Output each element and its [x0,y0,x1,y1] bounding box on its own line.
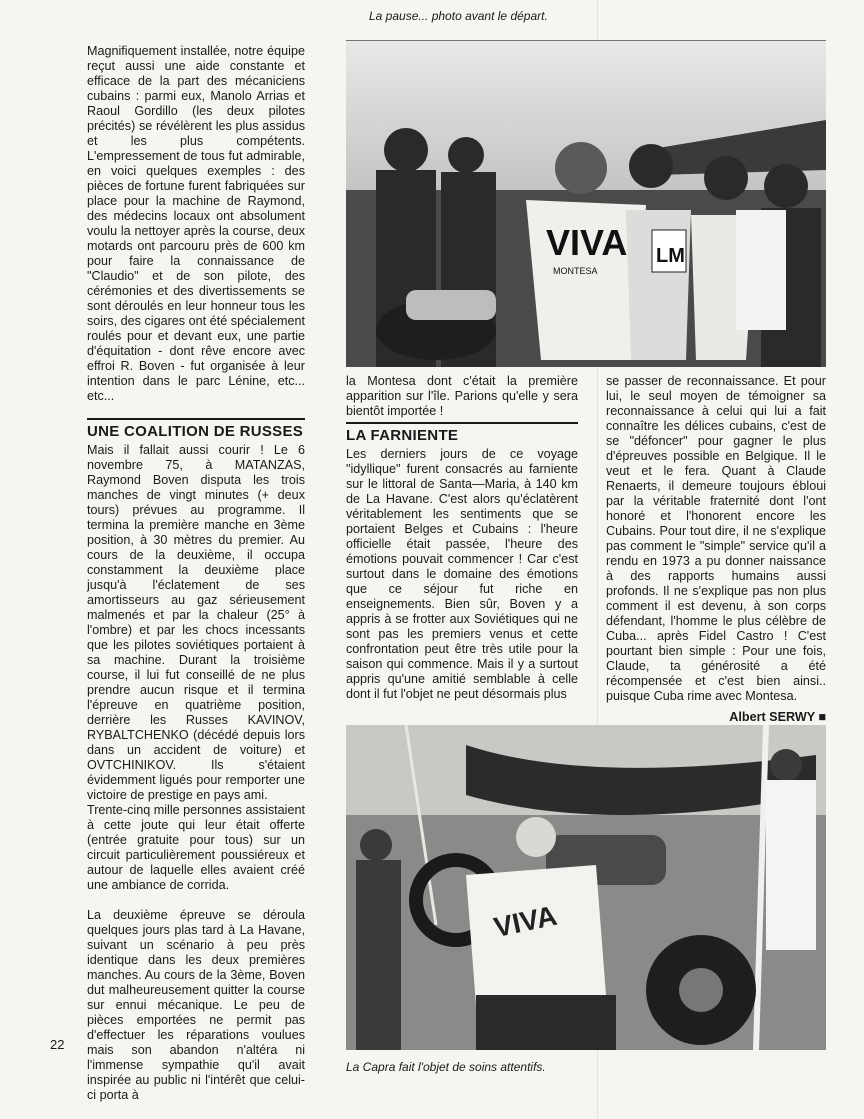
column-2 [346,374,578,702]
shirt-montesa-text: MONTESA [553,266,598,276]
author-signature: Albert SERWY ■ [729,710,826,724]
col3-paragraph-1: se passer de reconnaissance. Et pour lui, le seul moyen de témoigner sa reconnaissance à celui qui lui a fait connaître les délices cubains, c'est de se "défoncer" pour gagner le plus d'épreuves possible en Belgique. Il le veut et le fera. Quant à Claude Renaerts, il demeure toujours ébloui par la véritable fraternité dont l'ont honoré et l'honorent encore les Cubains. Pour tout dire, il ne s'explique pas comment le "simple" service qu'il a rendu en 1973 a pu donner naissance à des rapports humains aussi profonds. Il ne s'explique pas non plus comment il est devenu, à son corps défendant, l'homme le plus célèbre de Cuba... après Fidel Castro ! C'est pourtant bien simple : Pour une fois, Claude, ta générosité a été récompensée et c'est bien ainsi.. puisque Cuba rime avec Montesa. [606,374,826,703]
col1-paragraph-2: Mais il fallait aussi courir ! Le 6 novembre 75, à MATANZAS, Raymond Boven disputa les trois manches de vingt minutes (+ deux tours) prévues au programme. Il termina la première manche en 3ème position, à 30 mètres du premier. Au cours de la deuxième, il occupa constamment la deuxième place jusqu'à l'éclatement de ses amortisseurs au gaz sérieusement malmenés et par la chaleur (25° à l'ombre) et par les chocs incessants que les pilotes soviétiques portaient à sa machine. Durant la troisième course, il lui fut conseillé de ne plus prendre aucun risque et il termina l'épreuve en quatrième position, derrière les Russes KAVINOV, RYBALTCHENKO (décédé depuis lors dans un accident de voiture) et OVTCHINIKOV. Ils s'étaient évidemment ligués pour remporter une victoire de prestige en pays ami. [87,443,305,802]
mechanic-shirt-viva-text: VIVA [491,899,560,944]
col1-paragraph-1: Magnifiquement installée, notre équipe reçut aussi une aide constante et efficace de la part des mécaniciens cubains : parmi eux, Manolo Arrias et Raoul Gordillo (les deux pilotes précités) se révélèrent les plus assidus et les plus compétents. L'empressement de tous fut admirable, en voici quelques exemples : des pièces de fortune furent fabriquées sur place pour la machine de Raymond, des médecins locaux ont absolument voulu la nettoyer après la course, deux motards ont parcouru près de 600 km pour faire la connaissance de "Claudio" et de son pilote, des cérémonies et des divertissements se sont déroulés en leur honneur tous les soirs, des cigares ont été spécialement roulés pour et devant eux, une partie d'équitation - dont rêve encore avec effroi R. Boven - fut organisée à leur intention dans le parc Lénine, etc... etc... [87,44,305,403]
col2-paragraph-1: la Montesa dont c'était la première apparition sur l'île. Parions qu'elle y sera bientôt importée ! [346,374,578,418]
bottom-photo [346,725,826,1050]
shirt-viva-text: VIVA [546,222,628,263]
col2-paragraph-2: Les derniers jours de ce voyage "idyllique" furent consacrés au farniente sur le littoral de Santa—Maria, à 140 km de La Havane. C'est alors qu'éclatèrent véritablement les sentiments que se portaient Belges et Cubains : l'heure officielle était passée, l'heure des émotions pouvait commencer ! Car c'est surtout dans le domaine des émotions que ce séjour fut riche en enseignements. Bien sûr, Boven y a appris à se frotter aux Soviétiques qui ne sont pas les premiers venus et cette confrontation peut être très utile pour la saison qui commence. Mais il y a surtout appris qu'une amitié semblable à celle dont il fut l'objet ne peut désormais plus [346,447,578,701]
bottom-photo-caption: La Capra fait l'objet de soins attentifs. [346,1060,546,1074]
page-number: 22 [50,1037,65,1052]
bottom-photo-image [346,725,826,1050]
top-photo-caption: La pause... photo avant le départ. [369,9,548,23]
section-heading-coalition: UNE COALITION DE RUSSES [87,418,305,440]
top-photo-image [346,40,826,367]
col1-paragraph-4: La deuxième épreuve se déroula quelques jours plas tard à La Havane, suivant un scénario à peu près identique dans les deux premières manches. Au cours de la 3ème, Boven dut malheureusement quitter la course sur ennui mécanique. Le peu de pièces emportées ne permit pas d'effectuer les réparations voulues mais son abandon n'altéra ni l'immense sympathie qu'il avait inspirée au public ni l'intérêt que celui-ci porta à [87,908,305,1102]
shirt-lm-text: LM [656,245,685,267]
column-1 [87,44,305,1103]
section-heading-farniente: LA FARNIENTE [346,422,578,444]
column-3 [606,374,826,725]
col1-paragraph-3: Trente-cinq mille personnes assistaient à cette joute qui leur était offerte (entrée gratuite pour tous) sur un circuit particulièrement poussiéreux et autour de laquelle elles avaient créé une ambiance de corrida. [87,803,305,892]
top-photo [346,40,826,367]
